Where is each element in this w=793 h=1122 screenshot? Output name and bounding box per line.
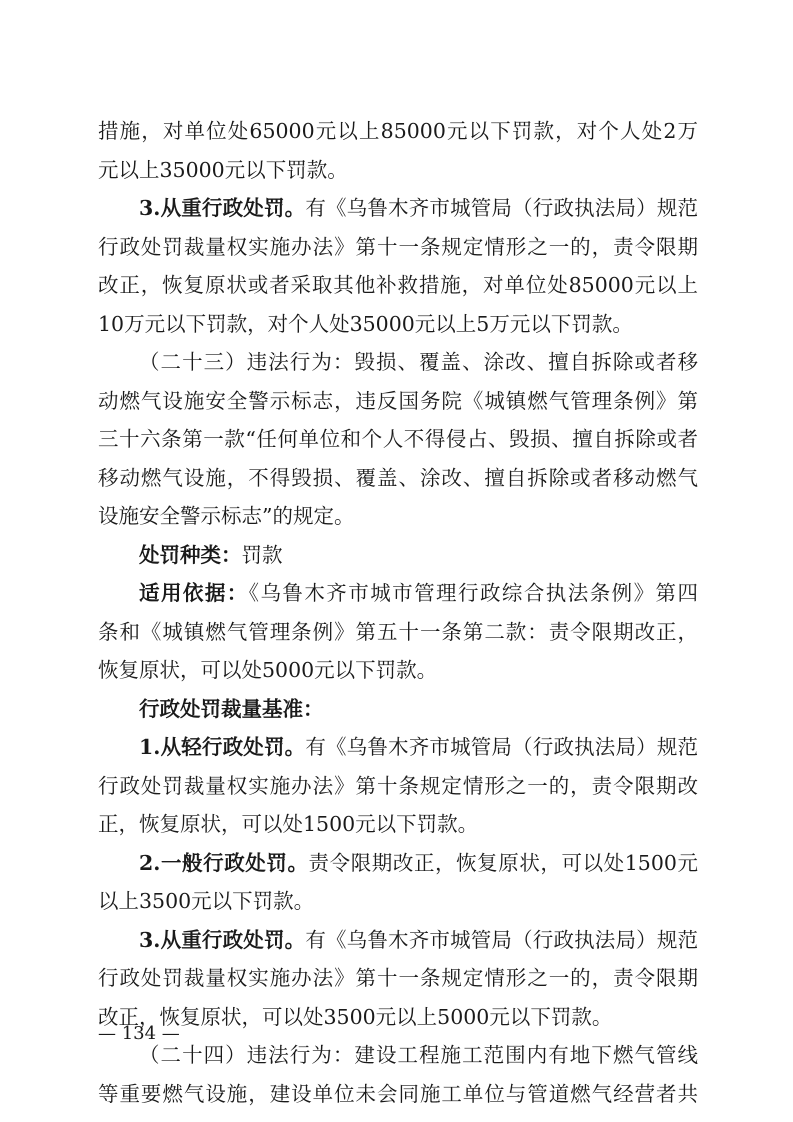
- text-line: [98, 112, 698, 151]
- text-line: [98, 305, 698, 344]
- text-segment: 恢复原状，可以处5000元以下罚款。: [98, 658, 438, 682]
- text-segment: 有《乌鲁木齐市城管局（行政执法局）规范: [305, 735, 699, 759]
- text-line-content: [98, 613, 698, 652]
- text-line: [98, 651, 698, 690]
- text-line-content: [139, 543, 283, 567]
- text-segment: 条和《城镇燃气管理条例》第五十一条第二款：责令限期改正，: [98, 619, 698, 644]
- bold-text-segment: 适用依据：: [139, 581, 249, 605]
- text-line: [98, 844, 698, 883]
- text-line-content: [98, 312, 633, 336]
- text-line-content: [98, 658, 437, 682]
- bold-text-segment: 3.从重行政处罚。: [139, 196, 306, 220]
- text-line: [98, 882, 698, 921]
- text-line-content: [98, 767, 698, 806]
- text-line-content: [98, 382, 698, 421]
- text-segment: 元以上35000元以下罚款。: [98, 157, 348, 182]
- text-line: [98, 805, 698, 844]
- bold-text-segment: 2.一般行政处罚。: [139, 850, 309, 875]
- text-line: [98, 1036, 698, 1075]
- text-line: [98, 1075, 698, 1114]
- text-line-content: [98, 959, 698, 998]
- page-number: — 134 —: [98, 1023, 180, 1044]
- text-line-content: [98, 158, 348, 182]
- text-line: [98, 189, 698, 228]
- text-line: [98, 690, 698, 729]
- text-segment: 行政处罚裁量权实施办法》第十一条规定情形之一的，责令限期: [98, 234, 698, 259]
- text-line-content: [98, 420, 698, 459]
- text-line: [98, 228, 698, 267]
- text-segment: 设施安全警示标志”的规定。: [98, 504, 355, 528]
- text-segment: 《乌鲁木齐市城市管理行政综合执法条例》第四: [248, 581, 698, 605]
- text-segment: 行政处罚裁量权实施办法》第十一条规定情形之一的，责令限期: [98, 966, 698, 990]
- text-line-content: [98, 889, 314, 913]
- text-line-content: [139, 343, 698, 382]
- text-line-content: [139, 189, 698, 228]
- text-line-content: [139, 921, 698, 960]
- text-segment: 措施，对单位处65000元以上85000元以下罚款，对个人处2万: [98, 119, 698, 143]
- text-segment: （二十四）违法行为：建设工程施工范围内有地下燃气管线: [139, 1043, 698, 1067]
- text-line-content: [139, 1036, 698, 1075]
- text-line: [98, 613, 698, 652]
- text-line: [98, 151, 698, 190]
- text-segment: 罚款: [241, 542, 283, 567]
- document-body: [98, 112, 698, 1113]
- text-line: [98, 767, 698, 806]
- text-line-content: [98, 504, 354, 528]
- text-segment: 责令限期改正，恢复原状，可以处1500元: [308, 850, 698, 875]
- text-line: [98, 266, 698, 305]
- text-line: [98, 728, 698, 767]
- text-line: [98, 921, 698, 960]
- text-line-content: [139, 728, 698, 767]
- text-line-content: [98, 812, 478, 836]
- text-line-content: [139, 574, 698, 613]
- text-line: [98, 343, 698, 382]
- text-line: [98, 459, 698, 498]
- text-segment: 有《乌鲁木齐市城管局（行政执法局）规范: [305, 196, 699, 220]
- text-line: [98, 536, 698, 575]
- text-segment: 改正，恢复原状或者采取其他补救措施，对单位处85000元以上: [98, 273, 698, 297]
- text-line: [98, 574, 698, 613]
- text-segment: 动燃气设施安全警示标志，违反国务院《城镇燃气管理条例》第: [98, 388, 698, 413]
- bold-text-segment: 处罚种类：: [139, 542, 242, 567]
- text-segment: 三十六条第一款“任何单位和个人不得侵占、毁损、擅自拆除或者: [98, 427, 698, 451]
- text-segment: （二十三）违法行为：毁损、覆盖、涂改、擅自拆除或者移: [139, 350, 698, 374]
- text-segment: 以上3500元以下罚款。: [98, 889, 315, 913]
- text-segment: 有《乌鲁木齐市城管局（行政执法局）规范: [305, 927, 699, 952]
- text-line-content: [98, 266, 698, 305]
- text-line: [98, 382, 698, 421]
- text-line-content: [98, 112, 698, 151]
- text-line: [98, 998, 698, 1037]
- text-segment: 改正，恢复原状，可以处3500元以上5000元以下罚款。: [98, 1004, 613, 1029]
- text-line-content: [139, 697, 324, 721]
- text-segment: 移动燃气设施，不得毁损、覆盖、涂改、擅自拆除或者移动燃气: [98, 465, 698, 490]
- text-segment: 10万元以下罚款，对个人处35000元以上5万元以下罚款。: [98, 311, 633, 336]
- text-segment: 正，恢复原状，可以处1500元以下罚款。: [98, 812, 479, 836]
- text-line-content: [98, 1075, 698, 1114]
- text-line: [98, 497, 698, 536]
- text-segment: 等重要燃气设施，建设单位未会同施工单位与管道燃气经营者共: [98, 1081, 698, 1106]
- bold-text-segment: 1.从轻行政处罚。: [139, 735, 306, 759]
- text-line-content: [139, 844, 698, 883]
- text-line-content: [98, 459, 698, 498]
- text-line: [98, 420, 698, 459]
- text-segment: 行政处罚裁量权实施办法》第十条规定情形之一的，责令限期改: [98, 773, 698, 798]
- bold-text-segment: 3.从重行政处罚。: [139, 927, 306, 952]
- bold-text-segment: 行政处罚裁量基准：: [139, 696, 324, 721]
- text-line: [98, 959, 698, 998]
- text-line-content: [98, 228, 698, 267]
